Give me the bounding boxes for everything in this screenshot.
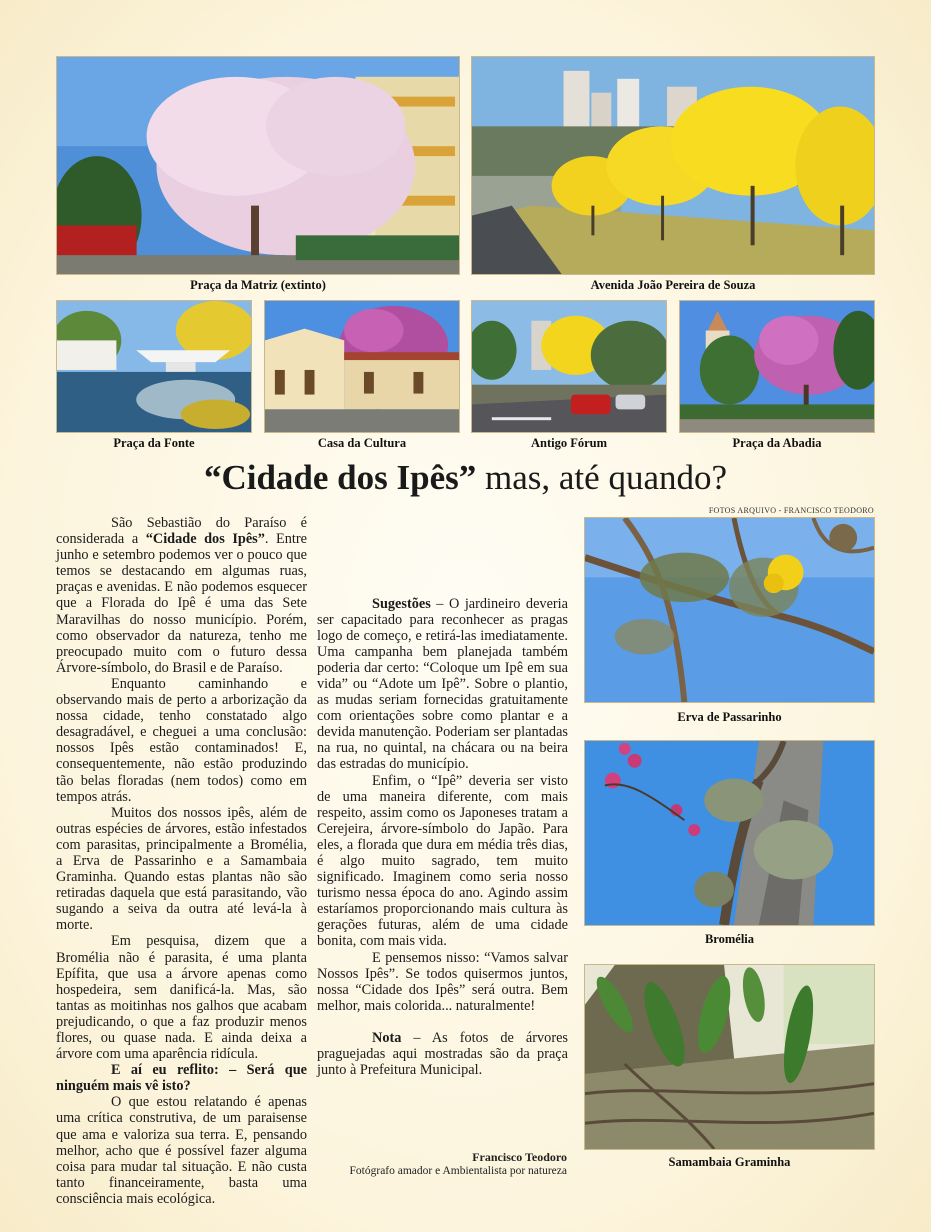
- paragraph-6: O que estou relatando é apenas uma crítica construtiva, de um paraisense que ama e valoriza sua terra. E, pensando melhor, acho que é possível fazer alguma coisa para mudar tal situação. E não custa tanto financeiramente, basta uma consciência mais ecológica.: [56, 1094, 307, 1207]
- photo-praca-da-abadia: [679, 300, 875, 433]
- caption-casa-da-cultura: Casa da Cultura: [317, 436, 407, 450]
- page-title-rest: mas, até quando?: [476, 458, 728, 497]
- photo-praca-da-matriz: [56, 56, 460, 275]
- intro-emphasis: “Cidade dos Ipês”: [145, 531, 265, 548]
- paragraph-9: E pensemos nisso: “Vamos salvar Nossos Ipês”. Se todos quisermos juntos, nossa “Cidade dos Ipês” será outra. Bem melhor, mais colorida... naturalmente!: [317, 949, 568, 1014]
- article-column-2: [317, 515, 568, 1078]
- caption-praca-da-fonte: Praça da Fonte: [113, 436, 195, 450]
- page-title: [0, 458, 931, 498]
- caption-antigo-forum: Antigo Fórum: [530, 436, 608, 450]
- photo-praca-da-fonte: [56, 300, 252, 433]
- photo-credit: FOTOS ARQUIVO - FRANCISCO TEODORO: [708, 506, 874, 515]
- photo-samambaia-graminha: [584, 964, 875, 1150]
- caption-erva-de-passarinho: Erva de Passarinho: [677, 710, 782, 724]
- caption-samambaia-graminha: Samambaia Graminha: [668, 1155, 791, 1169]
- suggestions-label: Sugestões: [372, 595, 431, 612]
- paragraph-2: Enquanto caminhando e observando mais de perto a arborização da nossa cidade, tenho constatado algo desagradável, e cheguei a uma conclusão: nossos Ipês estão contaminados! E, consequentemente, não estão produzindo tão belas floradas (nem todos) como em tempos atrás.: [56, 675, 307, 805]
- caption-praca-da-matriz: Praça da Matriz (extinto): [190, 278, 326, 292]
- photo-antigo-forum: [471, 300, 667, 433]
- photo-bromelia: [584, 740, 875, 926]
- paragraph-4: Em pesquisa, dizem que a Bromélia não é parasita, é uma planta Epífita, que usa a árvore apenas como hospedeira, sem danificá-la. Mas, são tantas as moitinhas nos galhos que acabam prejudicando, o que a faz produzir menos flores, ou quase nada. E ainda deixa a árvore com uma aparência ridícula.: [56, 933, 307, 1063]
- signature: [350, 1150, 567, 1178]
- article-column-1: [56, 515, 307, 1207]
- paragraph-note: [317, 1030, 568, 1078]
- paragraph-intro: [56, 515, 307, 676]
- photo-avenida: [471, 56, 875, 275]
- note-text: – As fotos de árvores praguejadas aqui mostradas são da praça junto à Prefeitura Municipal.: [317, 1029, 568, 1079]
- page-title-bold: “Cidade dos Ipês”: [203, 458, 477, 497]
- paragraph-3: Muitos dos nossos ipês, além de outras espécies de árvores, estão infestados com parasitas, principalmente a Bromélia, a Erva de Passarinho e a Samambaia Graminha. Quando estas plantas não são retiradas daquela que está parasitando, vão sugando a seiva da outra até levá-la à morte.: [56, 804, 307, 934]
- intro-text: São Sebastião do Paraíso é considerada a: [56, 515, 307, 548]
- column-2-spacer: [317, 515, 568, 596]
- paragraph-suggestions: [317, 596, 568, 773]
- photo-casa-da-cultura: [264, 300, 460, 433]
- paragraph-reflection: E aí eu reflito: – Será que ninguém mais vê isto?: [56, 1062, 307, 1095]
- note-label: Nota: [372, 1029, 402, 1046]
- caption-avenida: Avenida João Pereira de Souza: [590, 278, 756, 292]
- caption-praca-da-abadia: Praça da Abadia: [732, 436, 822, 450]
- author-name: Francisco Teodoro: [472, 1150, 567, 1164]
- photo-erva-de-passarinho: [584, 517, 875, 703]
- paragraph-8: Enfim, o “Ipê” deveria ser visto de uma maneira diferente, com mais respeito, assim como os Japoneses tratam a Cerejeira, árvore-símbolo do Japão. Para eles, a florada que dura em média três dias, é algo muito sagrado, tem muito significado. Imaginem como seria nosso turismo nessa época do ano. Agindo assim estaríamos proporcionando mais cultura às gerações futuras, além de uma cidade bonita, com mais vida.: [317, 772, 568, 950]
- intro-text-cont: . Entre junho e setembro podemos ver o pouco que temos se destacando em algumas ruas, praças e avenidas. E não podemos esquecer que a Florada do Ipê é uma das Sete Maravilhas do nosso município. Porém, como observador da natureza, tenho me preocupado muito com o futuro dessa Árvore-símbolo, do Brasil e de Paraíso.: [56, 531, 307, 676]
- caption-bromelia: Bromélia: [704, 932, 755, 946]
- author-role: Fotógrafo amador e Ambientalista por natureza: [349, 1165, 567, 1177]
- suggestions-text: – O jardineiro deveria ser capacitado para reconhecer as pragas logo de começo, e retirá-las imediatamente. Uma campanha bem planejada também poderia dar certo: “Coloque um Ipê em sua vida” ou “Adote um Ipê”. Sobre o plantio, as mudas seriam fornecidas gratuitamente com orientações sobre como plantar e a devida manutenção. Poderiam ser plantadas na rua, no quintal, na chácara ou na beira das estradas do município.: [317, 595, 568, 773]
